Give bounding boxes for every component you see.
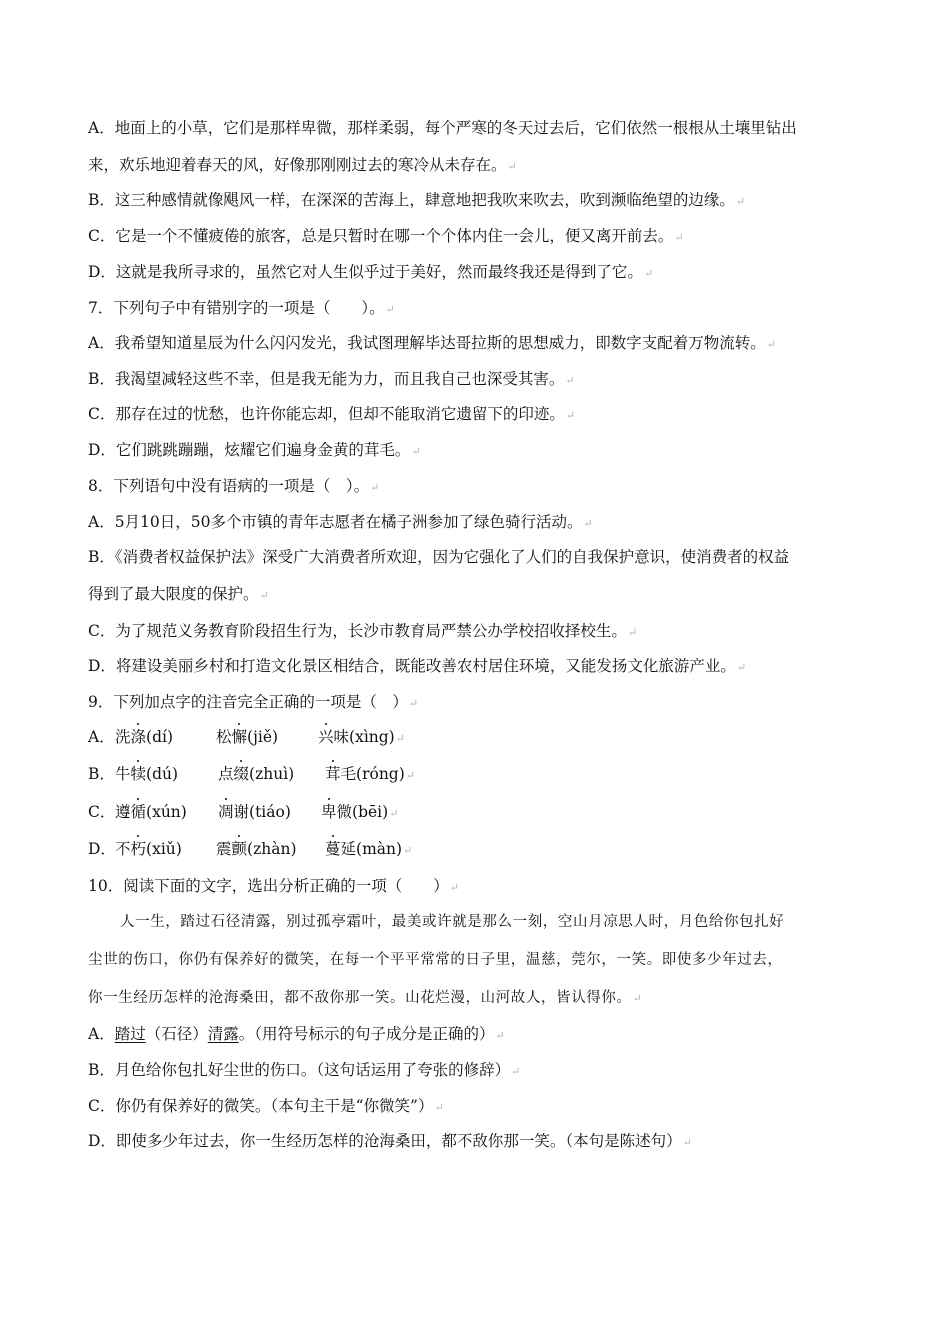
paragraph-mark: ↵ — [565, 409, 576, 422]
q8-option-c: C．为了规范义务教育阶段招生行为，长沙市教育局严禁公办学校招收择校生。↵ — [88, 622, 638, 640]
q8-stem: 8．下列语句中没有语病的一项是（ ）。↵ — [88, 477, 380, 495]
q7-option-c: C．那存在过的忧愁，也许你能忘却，但却不能取消它遗留下的印迹。↵ — [88, 405, 576, 423]
pinyin-item: 不朽(xiǔ) — [115, 840, 182, 858]
underlined-phrase: 踏过 — [114, 1025, 146, 1043]
underlined-phrase: 清露 — [207, 1025, 239, 1043]
pinyin-item: 点缀(zhuì) — [218, 765, 295, 783]
pinyin-item: 松懈(jiě) — [216, 728, 279, 746]
q8-option-b-line2: 得到了最大限度的保护。↵ — [88, 585, 269, 603]
paragraph-mark: ↵ — [385, 303, 395, 316]
paragraph-mark: ↵ — [735, 195, 746, 208]
q10-option-a: A．踏过（石径）清露。（用符号标示的句子成分是正确的）↵ — [88, 1025, 505, 1043]
dotted-char: 卑 — [321, 803, 337, 821]
q6-option-a-line1: A．地面上的小草，它们是那样卑微，那样柔弱，每个严寒的冬天过去后，它们依然一根根从土壤里钻出 — [88, 119, 797, 137]
document-page: A．地面上的小草，它们是那样卑微，那样柔弱，每个严寒的冬天过去后，它们依然一根根从土壤里钻出 来，欢乐地迎着春天的风，好像那刚刚过去的寒冷从未存在。↵ B．这三种感情就像飓风一样，在深深的苦海上，肆意地把我吹来吹去，吹到濒临绝望的边缘。↵ C．它是一个不懂疲倦的旅客，总是只暂时在哪一个个体内住一会儿，便又离开前去。↵ D．这就是我所寻求的，虽然它对人生似乎过于美好，然而最终我还是得到了它。↵ 7．下列句子中有错别字的一项是（ ）。↵ A．我希望知道星辰为什么闪闪发光，我试图理解毕达哥拉斯的思想威力，即数字支配着万物流转。↵ B．我渴望减轻这些不幸，但是我无能为力，而且我自己也深受其害。↵ C．那存在过的忧愁，也许你能忘却，但却不能取消它遗留下的印迹。↵ D．它们跳跳蹦蹦，炫耀它们遍身金黄的茸毛。↵ 8．下列语句中没有语病的一项是（ ）。↵ A．5月10日，50多个市镇的青年志愿者在橘子洲参加了绿色骑行活动。↵ B．《消费者权益保护法》深受广大消费者所欢迎，因为它强化了人们的自我保护意识，使消费者的权益 得到了最大限度的保护。↵ C．为了规范义务教育阶段招生行为，长沙市教育局严禁公办学校招收择校生。↵ D．将建设美丽乡村和打造文化景区相结合，既能改善农村居住环境，又能发扬文化旅游产业。↵ 9．下列加点字的注音完全正确的一项是（ ）↵ A． 洗涤(dí) 松懈(jiě) 兴味(xìng)↵ B． 牛犊(dú) 点缀(zhuì) 茸毛(róng)↵ C． 遵循(xún) 凋谢(tiáo) 卑微(bēi)↵ D． 不朽(xiǔ) 震颤(zhàn) 蔓延(màn)↵ 10．阅读下面的文字，选出分析正确的一项（ ）↵ 人一生，踏过石径清露，别过孤亭霜叶，最美或许就是那么一刻，空山月凉思人时，月色给你包扎好 尘世的伤口，你仍有保养好的微笑，在每一个平平常常的日子里，温慈，莞尔，一笑。即使多少年过去， 你一生经历怎样的沧海桑田，都不敌你那一笑。山花烂漫，山河故人，皆认得你。↵ A．踏过（石径）清露。（用符号标示的句子成分是正确的）↵ B．月色给你包扎好尘世的伤口。（这句话运用了夸张的修辞）↵ C．你仍有保养好的微笑。（本句主干是“你微笑”）↵ D．即使多少年过去，你一生经历怎样的沧海桑田，都不敌你那一笑。（本句是陈述句）↵ — [0, 0, 950, 1344]
paragraph-mark: ↵ — [507, 160, 517, 173]
paragraph-mark: ↵ — [411, 445, 421, 458]
paragraph-mark: ↵ — [495, 1029, 505, 1042]
q10-option-d: D．即使多少年过去，你一生经历怎样的沧海桑田，都不敌你那一笑。（本句是陈述句）↵ — [88, 1132, 692, 1150]
q10-option-b: B．月色给你包扎好尘世的伤口。（这句话运用了夸张的修辞）↵ — [88, 1061, 521, 1079]
paragraph-mark: ↵ — [766, 338, 776, 351]
pinyin-item: 洗涤(dí) — [115, 728, 174, 746]
dotted-char: 朽 — [130, 840, 147, 858]
paragraph-mark: ↵ — [511, 1065, 521, 1078]
q8-option-b-line1: B．《消费者权益保护法》深受广大消费者所欢迎，因为它强化了人们的自我保护意识，使消费者的权益 — [88, 548, 790, 566]
q8-option-d: D．将建设美丽乡村和打造文化景区相结合，既能改善农村居住环境，又能发扬文化旅游产业。↵ — [88, 657, 747, 675]
q10-stem: 10．阅读下面的文字，选出分析正确的一项（ ）↵ — [88, 877, 459, 895]
dotted-char: 凋 — [218, 803, 234, 821]
dotted-char: 颤 — [231, 840, 248, 858]
pinyin-item: 兴味(xìng)↵ — [318, 728, 405, 746]
dotted-char: 兴 — [318, 728, 334, 746]
q6-option-b: B．这三种感情就像飓风一样，在深深的苦海上，肆意地把我吹来吹去，吹到濒临绝望的边缘。↵ — [88, 191, 746, 209]
q7-option-a: A．我希望知道星辰为什么闪闪发光，我试图理解毕达哥拉斯的思想威力，即数字支配着万物流转。↵ — [88, 334, 776, 352]
paragraph-mark: ↵ — [259, 589, 269, 602]
paragraph-mark: ↵ — [449, 881, 459, 894]
pinyin-item: 牛犊(dú) — [115, 765, 179, 783]
paragraph-mark: ↵ — [434, 1101, 444, 1114]
paragraph-mark: ↵ — [736, 661, 747, 674]
paragraph-mark: ↵ — [403, 844, 413, 857]
paragraph-mark: ↵ — [627, 626, 638, 639]
paragraph-mark: ↵ — [674, 231, 684, 244]
pinyin-item: 震颤(zhàn) — [216, 840, 297, 858]
dotted-char: 循 — [130, 803, 147, 821]
q10-option-c: C．你仍有保养好的微笑。（本句主干是“你微笑”）↵ — [88, 1097, 444, 1115]
dotted-char: 懈 — [231, 728, 248, 746]
paragraph-mark: ↵ — [389, 807, 399, 820]
dotted-char: 涤 — [130, 728, 147, 746]
pinyin-item: 蔓延(màn)↵ — [325, 840, 413, 858]
q7-option-b: B．我渴望减轻这些不幸，但是我无能为力，而且我自己也深受其害。↵ — [88, 370, 575, 388]
q9-stem: 9．下列加点字的注音完全正确的一项是（ ）↵ — [88, 693, 419, 711]
q7-stem: 7．下列句子中有错别字的一项是（ ）。↵ — [88, 299, 395, 317]
paragraph-mark: ↵ — [565, 374, 575, 387]
q7-option-d: D．它们跳跳蹦蹦，炫耀它们遍身金黄的茸毛。↵ — [88, 441, 421, 459]
paragraph-mark: ↵ — [408, 697, 419, 710]
pinyin-item: 卑微(bēi)↵ — [321, 803, 399, 821]
q8-option-a: A．5月10日，50多个市镇的青年志愿者在橘子洲参加了绿色骑行活动。↵ — [88, 513, 593, 531]
q6-option-a-line2: 来，欢乐地迎着春天的风，好像那刚刚过去的寒冷从未存在。↵ — [88, 156, 517, 174]
q10-passage-line1: 人一生，踏过石径清露，别过孤亭霜叶，最美或许就是那么一刻，空山月凉思人时，月色给你包扎好 — [120, 914, 785, 930]
q6-option-c: C．它是一个不懂疲倦的旅客，总是只暂时在哪一个个体内住一会儿，便又离开前去。↵ — [88, 227, 684, 245]
q10-passage-line3: 你一生经历怎样的沧海桑田，都不敌你那一笑。山花烂漫，山河故人，皆认得你。↵ — [88, 990, 643, 1006]
dotted-char: 茸 — [325, 765, 341, 783]
paragraph-mark: ↵ — [405, 769, 415, 782]
pinyin-item: 遵循(xún) — [115, 803, 187, 821]
pinyin-item: 凋谢(tiáo) — [218, 803, 291, 821]
dotted-char: 犊 — [130, 765, 147, 783]
dotted-char: 缀 — [233, 765, 250, 783]
dotted-char: 蔓 — [325, 840, 341, 858]
pinyin-item: 茸毛(róng)↵ — [325, 765, 415, 783]
paragraph-mark: ↵ — [583, 517, 593, 530]
paragraph-mark: ↵ — [395, 732, 405, 745]
paragraph-mark: ↵ — [370, 481, 380, 494]
paragraph-mark: ↵ — [643, 267, 654, 280]
paragraph-mark: ↵ — [682, 1136, 692, 1149]
q6-option-d: D．这就是我所寻求的，虽然它对人生似乎过于美好，然而最终我还是得到了它。↵ — [88, 263, 654, 281]
q10-passage-line2: 尘世的伤口，你仍有保养好的微笑，在每一个平平常常的日子里，温慈，莞尔，一笑。即使多少年过去， — [88, 952, 783, 968]
paragraph-mark: ↵ — [632, 992, 643, 1005]
